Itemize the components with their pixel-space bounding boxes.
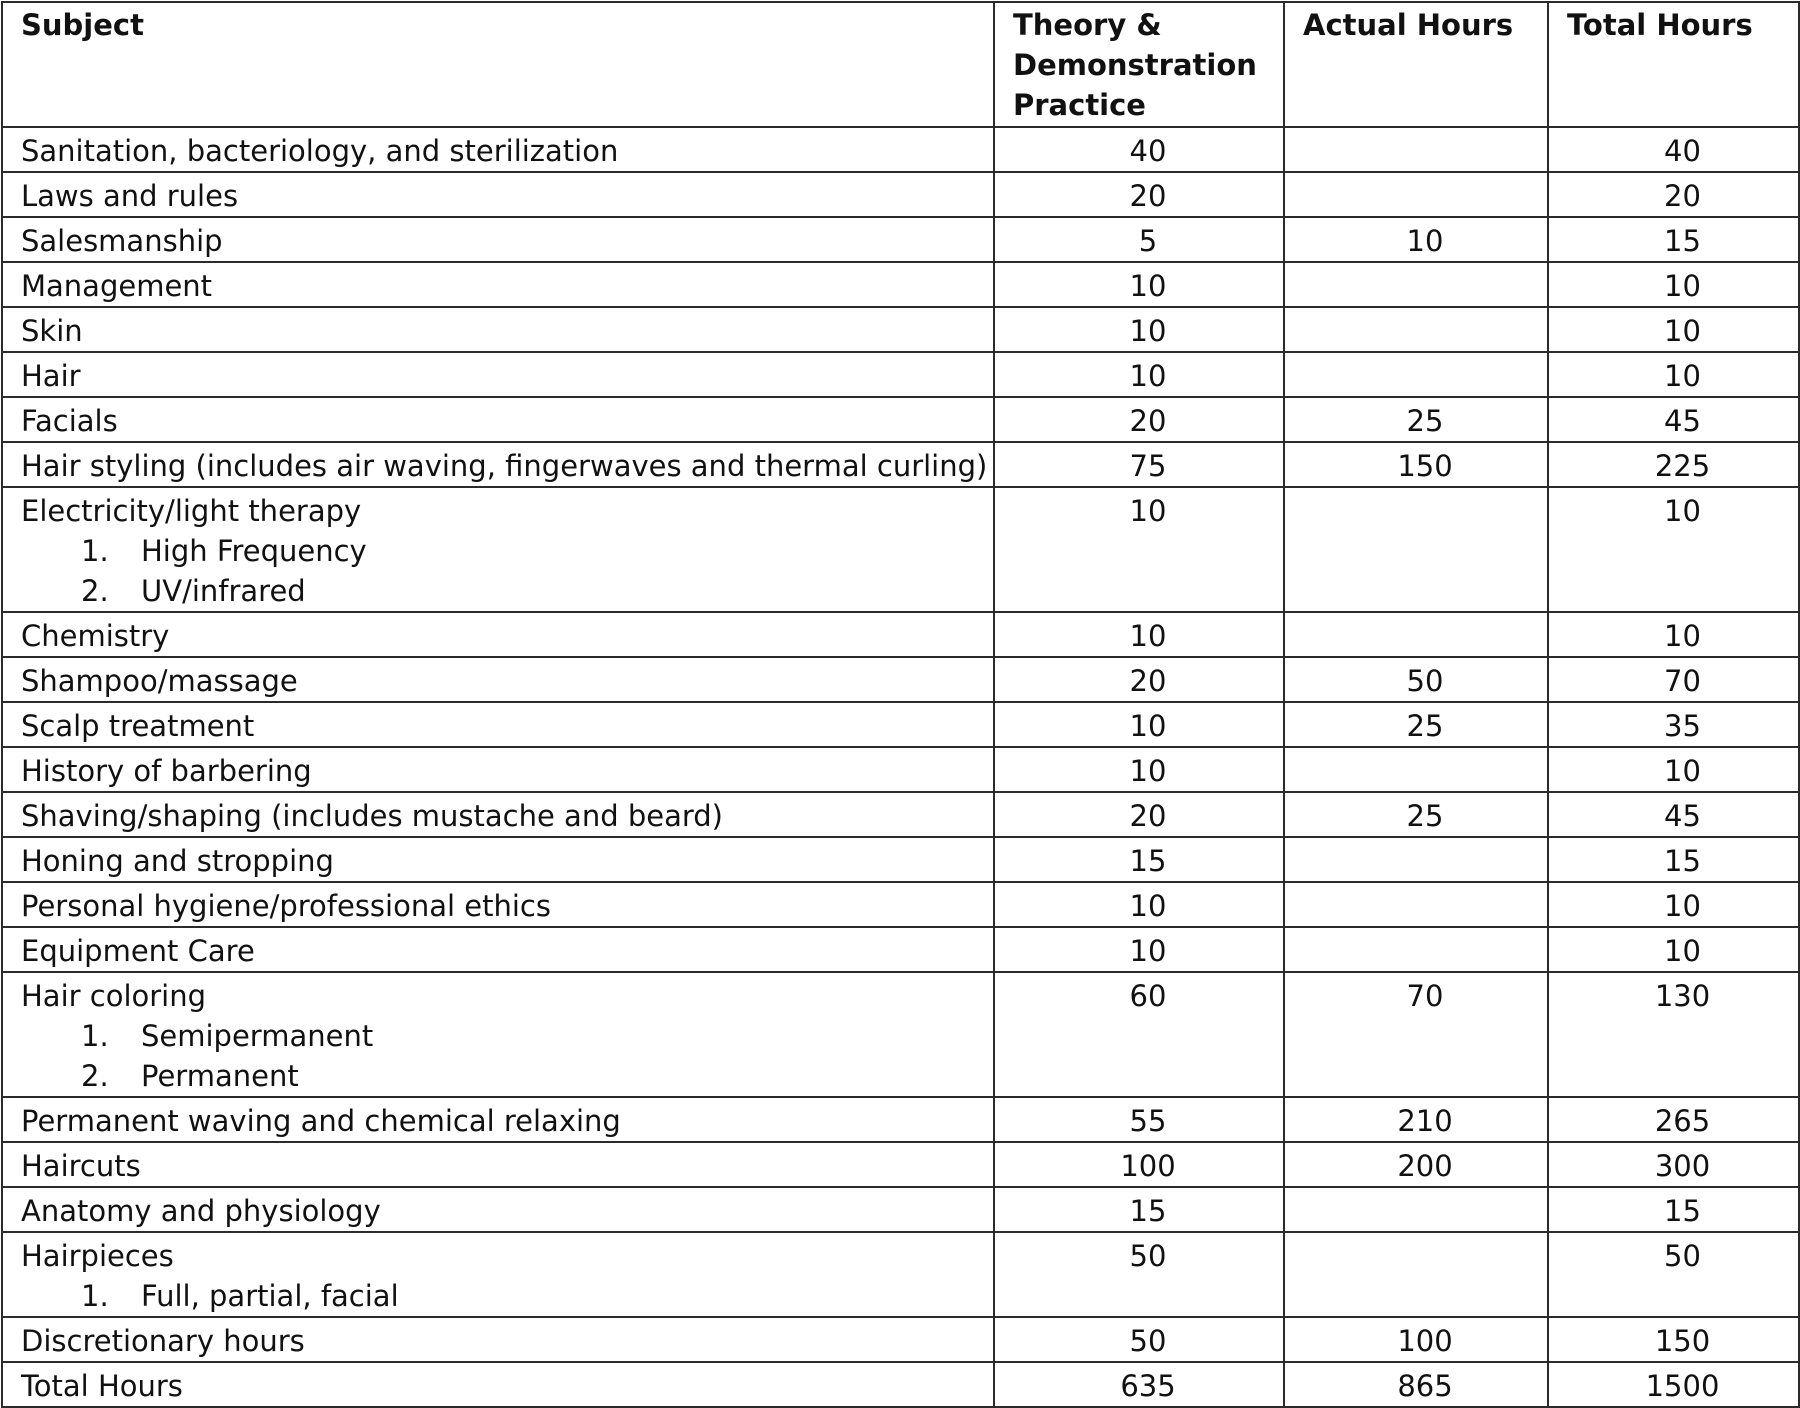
actual-hours-cell [1284, 307, 1548, 352]
total-hours-cell: 35 [1548, 702, 1799, 747]
theory-hours-cell: 20 [994, 397, 1284, 442]
subtopic-item [21, 571, 993, 611]
subject-cell [2, 1317, 994, 1362]
total-hours-cell: 130 [1548, 972, 1799, 1097]
subject-cell [2, 217, 994, 262]
subject-cell [2, 837, 994, 882]
table-row [2, 307, 1799, 352]
table-row [2, 352, 1799, 397]
table-row [2, 612, 1799, 657]
theory-hours-cell: 55 [994, 1097, 1284, 1142]
theory-hours-cell: 10 [994, 487, 1284, 612]
table-row [2, 1362, 1799, 1407]
actual-hours-cell [1284, 882, 1548, 927]
subject-cell [2, 127, 994, 172]
actual-hours-cell: 25 [1284, 397, 1548, 442]
table-row [2, 657, 1799, 702]
theory-hours-cell: 15 [994, 1187, 1284, 1232]
subject-name: Personal hygiene/professional ethics [21, 889, 551, 923]
total-hours-cell: 70 [1548, 657, 1799, 702]
actual-hours-cell [1284, 927, 1548, 972]
actual-hours-cell [1284, 127, 1548, 172]
subject-name: Hair coloring [21, 979, 207, 1013]
subject-name: Haircuts [21, 1149, 141, 1183]
table-row [2, 1187, 1799, 1232]
table-row [2, 442, 1799, 487]
theory-hours-cell: 40 [994, 127, 1284, 172]
subject-cell [2, 442, 994, 487]
subject-cell [2, 927, 994, 972]
subtopic-list [21, 531, 993, 611]
total-hours-cell: 300 [1548, 1142, 1799, 1187]
total-hours-cell: 1500 [1548, 1362, 1799, 1407]
subject-name: Salesmanship [21, 224, 223, 258]
subject-cell [2, 1362, 994, 1407]
table-row [2, 837, 1799, 882]
subject-name: Facials [21, 404, 118, 438]
subject-cell [2, 1097, 994, 1142]
total-hours-cell: 10 [1548, 262, 1799, 307]
table-row [2, 882, 1799, 927]
subject-cell [2, 487, 994, 612]
actual-hours-cell: 210 [1284, 1097, 1548, 1142]
subject-cell [2, 1187, 994, 1232]
total-hours-cell: 20 [1548, 172, 1799, 217]
table-row [2, 702, 1799, 747]
subject-name: Electricity/light therapy [21, 494, 362, 528]
total-hours-cell: 10 [1548, 352, 1799, 397]
subject-name: History of barbering [21, 754, 312, 788]
subtopic-text: High Frequency [141, 534, 367, 568]
subject-cell [2, 172, 994, 217]
theory-hours-cell: 10 [994, 352, 1284, 397]
header-row [2, 2, 1799, 127]
theory-hours-cell: 10 [994, 882, 1284, 927]
theory-hours-cell: 50 [994, 1232, 1284, 1317]
actual-hours-cell [1284, 747, 1548, 792]
subject-name: Hair [21, 359, 81, 393]
actual-hours-cell: 10 [1284, 217, 1548, 262]
subtopic-text: UV/infrared [141, 574, 306, 608]
total-hours-cell: 45 [1548, 792, 1799, 837]
actual-hours-cell: 200 [1284, 1142, 1548, 1187]
theory-hours-cell: 10 [994, 747, 1284, 792]
actual-hours-cell [1284, 1232, 1548, 1317]
actual-hours-cell: 25 [1284, 702, 1548, 747]
table-row [2, 747, 1799, 792]
subject-cell [2, 1142, 994, 1187]
subject-name: Total Hours [21, 1369, 183, 1403]
actual-hours-cell [1284, 352, 1548, 397]
actual-hours-cell: 865 [1284, 1362, 1548, 1407]
actual-hours-cell: 25 [1284, 792, 1548, 837]
header-total-hours: Total Hours [1548, 2, 1799, 127]
theory-hours-cell: 635 [994, 1362, 1284, 1407]
subject-cell [2, 792, 994, 837]
actual-hours-cell [1284, 612, 1548, 657]
table-body [2, 127, 1799, 1407]
table-row [2, 1142, 1799, 1187]
total-hours-cell: 150 [1548, 1317, 1799, 1362]
table-row [2, 792, 1799, 837]
theory-hours-cell: 5 [994, 217, 1284, 262]
subtopic-text: Full, partial, facial [141, 1279, 399, 1313]
actual-hours-cell: 150 [1284, 442, 1548, 487]
total-hours-cell: 15 [1548, 837, 1799, 882]
theory-hours-cell: 10 [994, 702, 1284, 747]
theory-hours-cell: 50 [994, 1317, 1284, 1362]
subject-cell [2, 307, 994, 352]
theory-hours-cell: 15 [994, 837, 1284, 882]
table-row [2, 262, 1799, 307]
actual-hours-cell: 50 [1284, 657, 1548, 702]
subject-cell [2, 352, 994, 397]
actual-hours-cell [1284, 1187, 1548, 1232]
table-row [2, 217, 1799, 262]
subject-cell [2, 397, 994, 442]
theory-hours-cell: 10 [994, 307, 1284, 352]
total-hours-cell: 10 [1548, 487, 1799, 612]
subject-cell [2, 882, 994, 927]
subject-cell [2, 747, 994, 792]
total-hours-cell: 265 [1548, 1097, 1799, 1142]
total-hours-cell: 50 [1548, 1232, 1799, 1317]
table-row [2, 927, 1799, 972]
subtopic-item [21, 531, 993, 571]
actual-hours-cell: 100 [1284, 1317, 1548, 1362]
subtopic-number: 2. [81, 574, 109, 608]
subtopic-number: 1. [81, 1279, 109, 1313]
subject-name: Sanitation, bacteriology, and sterilization [21, 134, 619, 168]
theory-hours-cell: 20 [994, 792, 1284, 837]
theory-hours-cell: 20 [994, 172, 1284, 217]
table-row [2, 1097, 1799, 1142]
total-hours-cell: 10 [1548, 307, 1799, 352]
subtopic-list [21, 1276, 993, 1316]
theory-hours-cell: 10 [994, 612, 1284, 657]
subject-cell [2, 612, 994, 657]
theory-hours-cell: 75 [994, 442, 1284, 487]
subject-cell [2, 702, 994, 747]
theory-hours-cell: 10 [994, 262, 1284, 307]
subtopic-number: 2. [81, 1059, 109, 1093]
subject-name: Hair styling (includes air waving, fingerwaves and thermal curling) [21, 449, 988, 483]
total-hours-cell: 15 [1548, 1187, 1799, 1232]
subject-name: Hairpieces [21, 1239, 174, 1273]
subtopic-text: Permanent [141, 1059, 299, 1093]
subject-cell [2, 262, 994, 307]
subject-name: Laws and rules [21, 179, 239, 213]
table-row [2, 127, 1799, 172]
total-hours-cell: 40 [1548, 127, 1799, 172]
subject-name: Chemistry [21, 619, 170, 653]
subject-name: Skin [21, 314, 83, 348]
total-hours-cell: 10 [1548, 927, 1799, 972]
theory-hours-cell: 60 [994, 972, 1284, 1097]
subject-name: Permanent waving and chemical relaxing [21, 1104, 621, 1138]
subtopic-list [21, 1016, 993, 1096]
subject-cell [2, 1232, 994, 1317]
subtopic-item [21, 1016, 993, 1056]
theory-hours-cell: 10 [994, 927, 1284, 972]
subject-name: Discretionary hours [21, 1324, 305, 1358]
total-hours-cell: 10 [1548, 882, 1799, 927]
actual-hours-cell [1284, 172, 1548, 217]
subject-name: Shaving/shaping (includes mustache and beard) [21, 799, 723, 833]
theory-hours-cell: 100 [994, 1142, 1284, 1187]
subject-name: Management [21, 269, 213, 303]
subtopic-item [21, 1056, 993, 1096]
header-subject: Subject [2, 2, 994, 127]
subject-name: Honing and stropping [21, 844, 334, 878]
table-row [2, 487, 1799, 612]
table-row [2, 1317, 1799, 1362]
subtopic-number: 1. [81, 1019, 109, 1053]
actual-hours-cell: 70 [1284, 972, 1548, 1097]
header-theory-demonstration-practice: Theory & Demonstration Practice [994, 2, 1284, 127]
total-hours-cell: 225 [1548, 442, 1799, 487]
subject-name: Shampoo/massage [21, 664, 298, 698]
subject-name: Anatomy and physiology [21, 1194, 381, 1228]
total-hours-cell: 10 [1548, 747, 1799, 792]
theory-hours-cell: 20 [994, 657, 1284, 702]
curriculum-hours-table [1, 1, 1800, 1408]
subject-name: Scalp treatment [21, 709, 255, 743]
total-hours-cell: 15 [1548, 217, 1799, 262]
subtopic-item [21, 1276, 993, 1316]
subject-name: Equipment Care [21, 934, 255, 968]
total-hours-cell: 10 [1548, 612, 1799, 657]
subtopic-number: 1. [81, 534, 109, 568]
total-hours-cell: 45 [1548, 397, 1799, 442]
subject-cell [2, 972, 994, 1097]
table-row [2, 1232, 1799, 1317]
header-actual-hours: Actual Hours [1284, 2, 1548, 127]
table-row [2, 172, 1799, 217]
actual-hours-cell [1284, 262, 1548, 307]
table-row [2, 397, 1799, 442]
table-row [2, 972, 1799, 1097]
subtopic-text: Semipermanent [141, 1019, 374, 1053]
subject-cell [2, 657, 994, 702]
actual-hours-cell [1284, 487, 1548, 612]
actual-hours-cell [1284, 837, 1548, 882]
